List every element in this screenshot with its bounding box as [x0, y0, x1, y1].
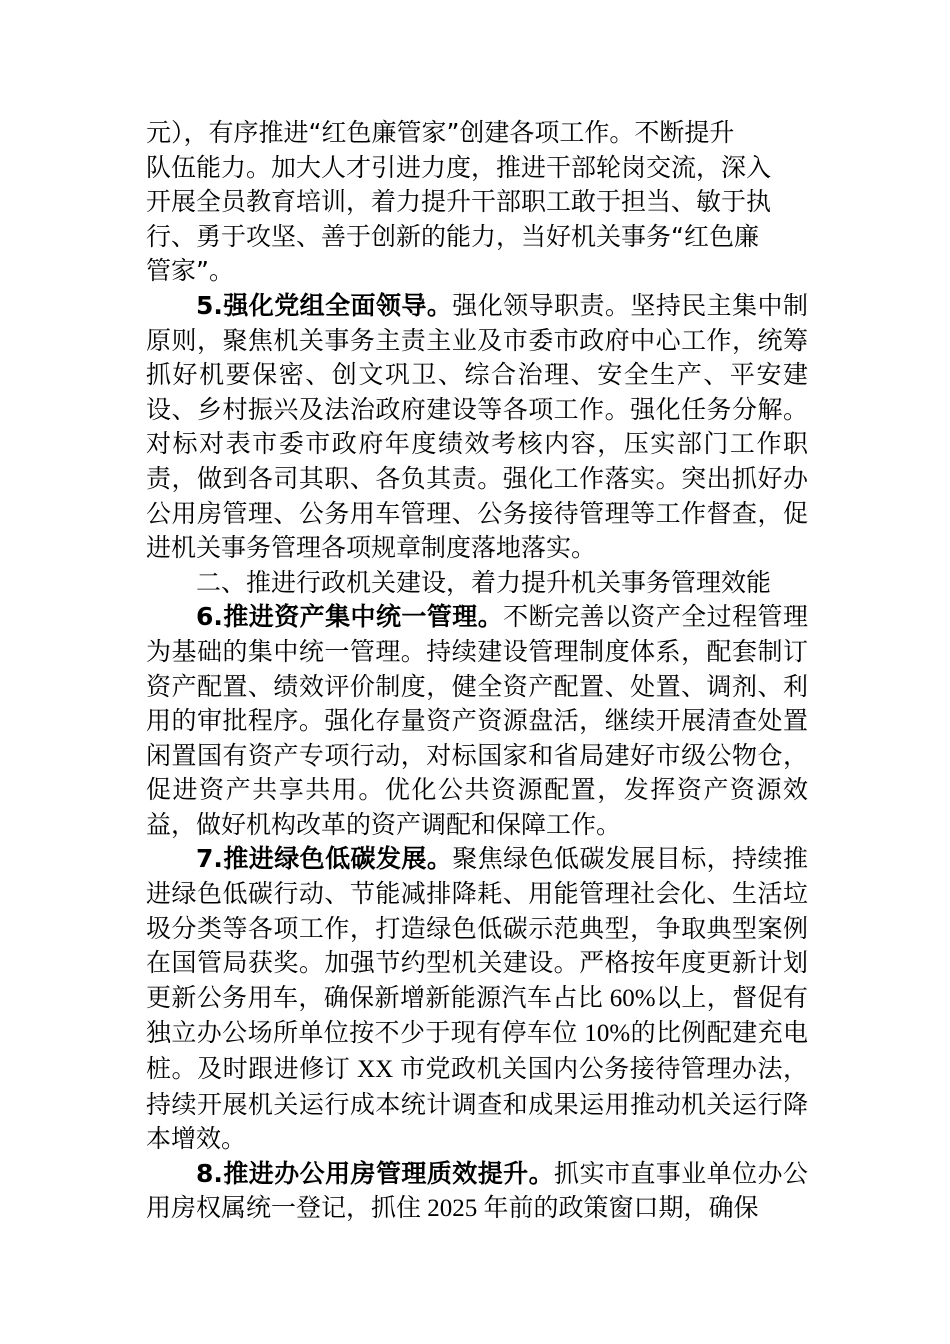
text-line: 队伍能力。加大人才引进力度，推进干部轮岗交流，深入 — [146, 152, 772, 182]
item-5-heading: 5.强化党组全面领导。 — [196, 290, 453, 320]
paragraph-item-5 — [146, 289, 808, 566]
text-line: 元），有序推进“红色廉管家”创建各项工作。不断提升 — [146, 118, 735, 147]
paragraph-item-6 — [146, 600, 808, 842]
section-2-heading: 二、推进行政机关建设，着力提升机关事务管理效能 — [196, 567, 772, 597]
paragraph-item-8 — [146, 1157, 808, 1227]
text-line: 管家”。 — [146, 256, 234, 286]
item-8-body-a: 抓实市直事业单位办公用房权属统一登记，抓住 — [146, 1158, 808, 1223]
document-body — [146, 116, 808, 1227]
item-5-body: 强化领导职责。坚持民主集中制原则，聚焦机关事务主责主业及市委市政府中心工作，统筹抓好机要保密、创文巩卫、综合治理、安全生产、平安建设、乡村振兴及法治政府建设等各项工作。强化任务分解。对标对表市委市政府年度绩效考核内容，压实部门工作职责，做到各司其职、各负其责。强化工作落实。突出抓好办公用房管理、公务用车管理、公务接待管理等工作督查，促进机关事务管理各项规章制度落地落实。 — [146, 290, 808, 563]
text-line: 开展全员教育培训，着力提升干部职工敢于担当、敏于执 — [146, 187, 772, 217]
item-6-heading: 6.推进资产集中统一管理。 — [196, 602, 504, 632]
item-7-body-c: 的比例配建充电桩。及时跟进修订 — [146, 1018, 808, 1084]
text-line: 行、勇于攻坚、善于创新的能力，当好机关事务“红色廉 — [146, 221, 759, 251]
item-8-body-b: 年前的政策窗口期，确保 — [483, 1193, 759, 1223]
paragraph-item-7 — [146, 842, 808, 1156]
item-7-percent-2: 10% — [577, 1020, 631, 1048]
paragraph-continuation — [146, 116, 808, 289]
item-7-body-a: 聚焦绿色低碳发展目标，持续推进绿色低碳行动、节能减排降耗、用能管理社会化、生活垃圾分类等各项工作，打造绿色低碳示范典型，争取典型案例在国管局获奖。加强节约型机关建设。严格按年度更新计划更新公务用车，确保新增新能源汽车占比 — [146, 844, 808, 1012]
item-7-body-b: 以上，督促有独立办公场所单位按不少于现有停车位 — [146, 982, 808, 1048]
item-7-heading: 7.推进绿色低碳发展。 — [196, 844, 453, 874]
item-6-body: 不断完善以资产全过程管理为基础的集中统一管理。持续建设管理制度体系，配套制订资产配置、绩效评价制度，健全资产配置、处置、调剂、利用的审批程序。强化存量资产资源盘活，继续开展清查处置闲置国有资产专项行动，对标国家和省局建好市级公物仓，促进资产共享共用。优化公共资源配置，发挥资产资源效益，做好机构改革的资产调配和保障工作。 — [146, 602, 808, 839]
item-8-year: 2025 — [421, 1195, 484, 1223]
item-7-body-d: 市党政机关国内公务接待管理办法，持续开展机关运行成本统计调查和成果运用推动机关运行降本增效。 — [146, 1054, 808, 1154]
item-7-xx: XX — [350, 1056, 400, 1084]
item-8-heading: 8.推进办公用房管理质效提升。 — [196, 1158, 555, 1188]
item-7-percent-1: 60% — [603, 984, 656, 1012]
